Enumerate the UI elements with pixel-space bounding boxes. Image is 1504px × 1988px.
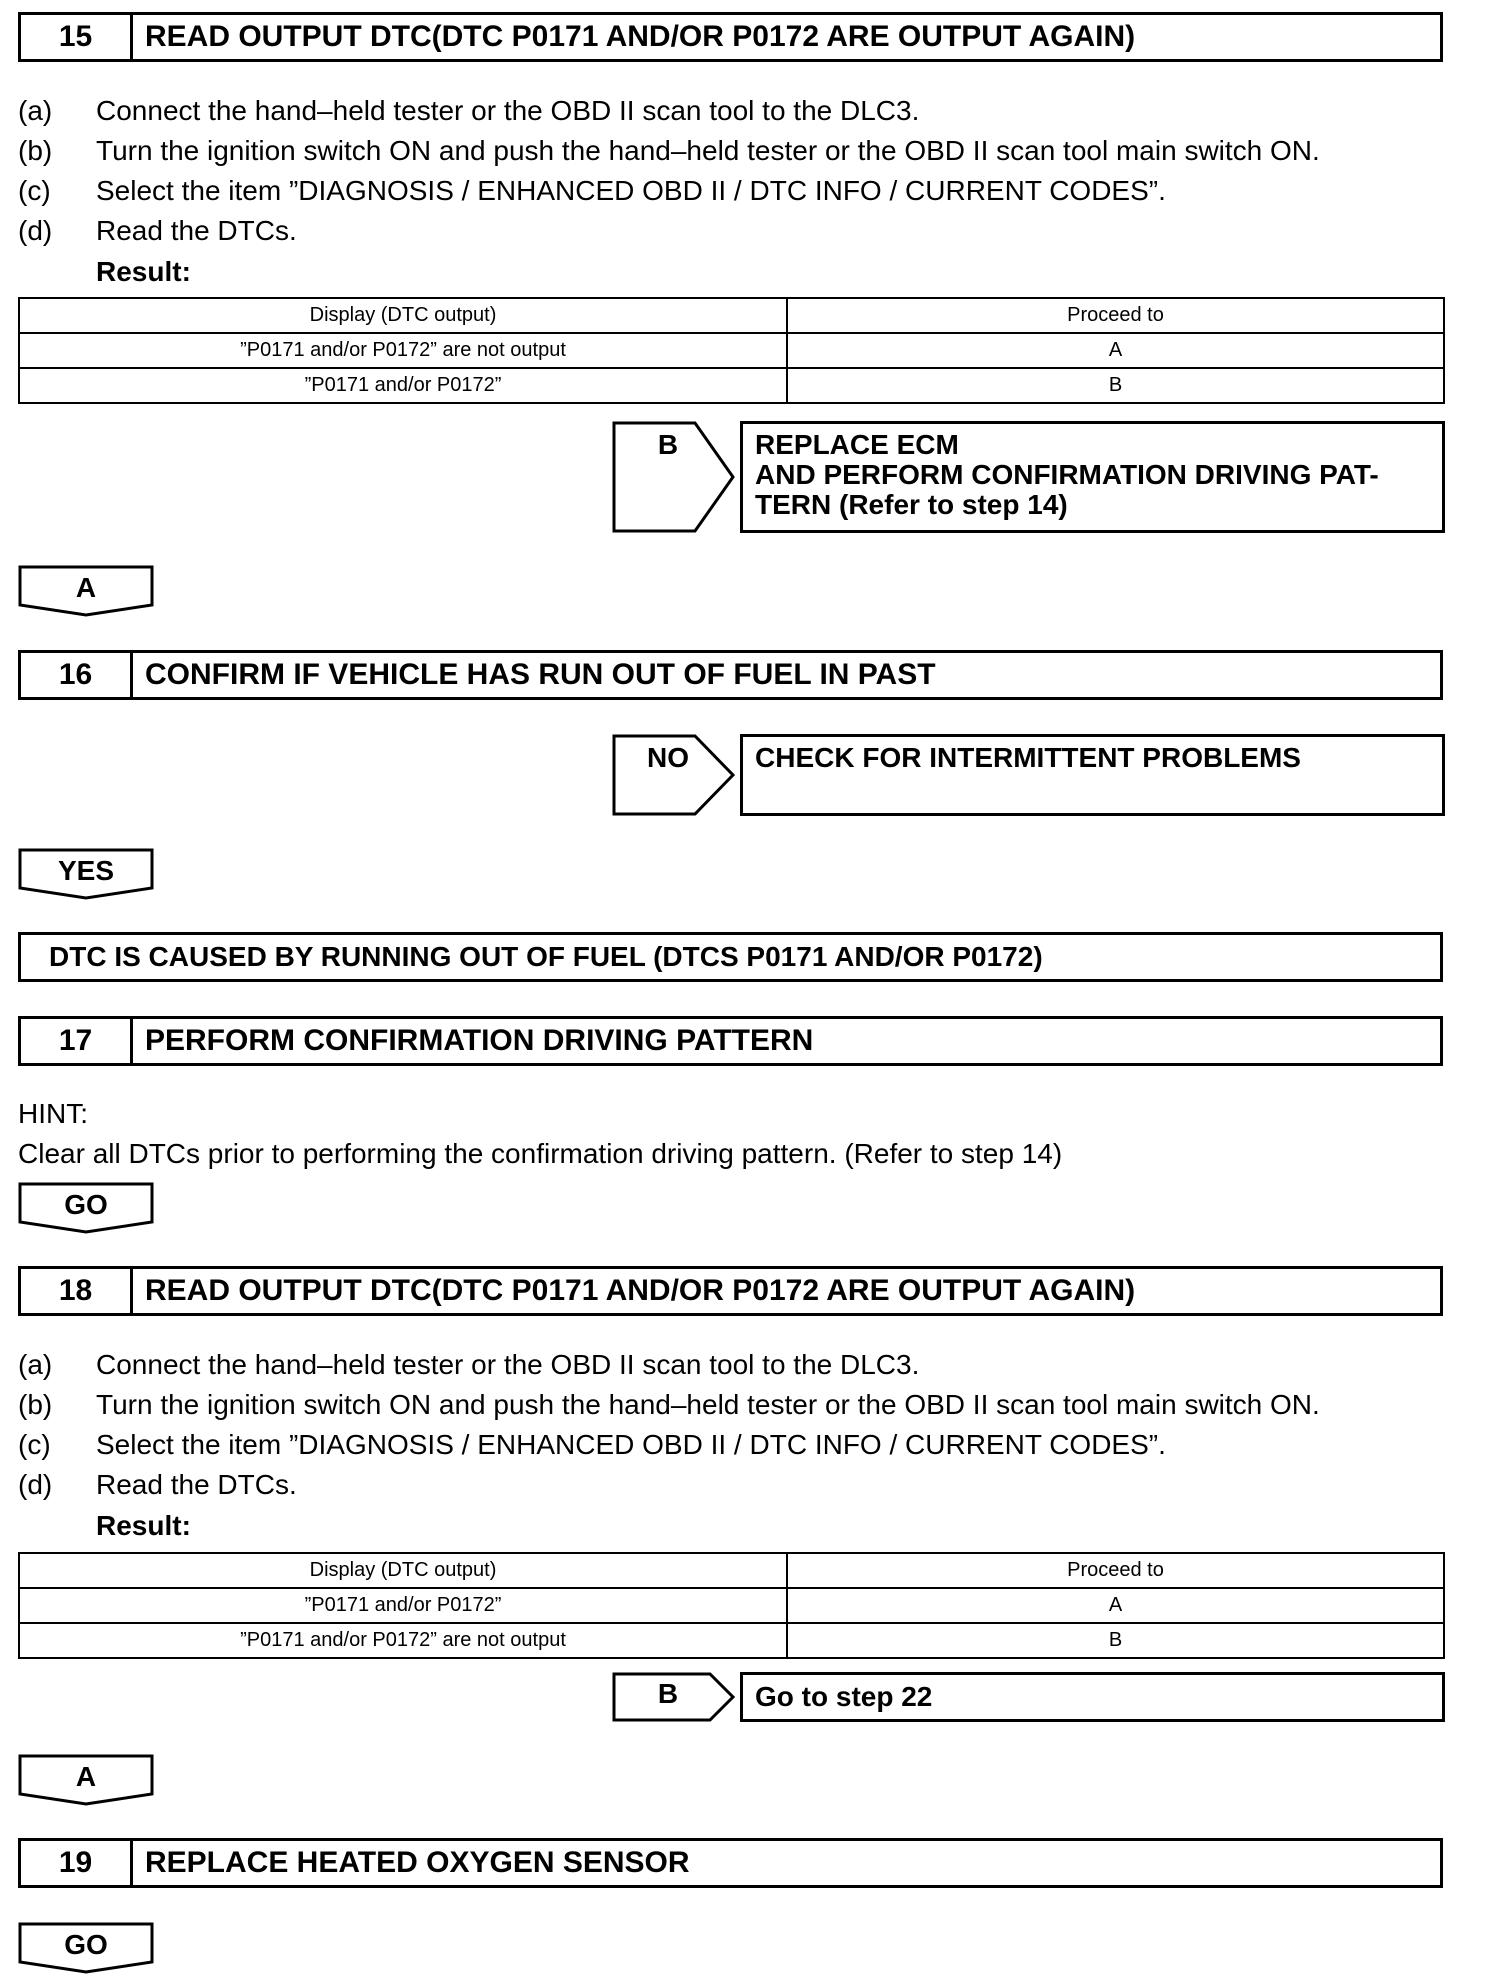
answer-tag-a: [18, 565, 154, 615]
item-text: Connect the hand–held tester or the OBD II scan tool to the DLC3.: [96, 95, 920, 126]
tag-label: GO: [64, 1189, 108, 1220]
answer-tag-a: [18, 1754, 154, 1804]
step-title: READ OUTPUT DTC(DTC P0171 AND/OR P0172 ARE OUTPUT AGAIN): [145, 20, 1136, 53]
table-cell: B: [787, 368, 1444, 403]
step-18-header: [18, 1266, 1443, 1316]
item-label: (c): [18, 1429, 51, 1460]
hint-label: HINT:: [18, 1098, 88, 1129]
branch-result-box: Go to step 22: [740, 1672, 1445, 1722]
branch-text-line: REPLACE ECM: [755, 429, 959, 460]
go-tag: [18, 1922, 154, 1972]
branch-arrow-b: [612, 421, 735, 533]
column-header: Display (DTC output): [19, 1553, 787, 1588]
item-text: Read the DTCs.: [96, 1469, 297, 1500]
branch-result-box: [740, 421, 1445, 533]
item-text: Turn the ignition switch ON and push the hand–held tester or the OBD II scan tool main switch ON.: [96, 1389, 1320, 1420]
result-table: [18, 1552, 1445, 1659]
item-label: (a): [18, 95, 53, 126]
table-header-row: [19, 298, 1444, 333]
result-label: Result:: [96, 1510, 191, 1541]
table-row: [19, 1588, 1444, 1623]
table-cell: ”P0171 and/or P0172”: [19, 1588, 787, 1623]
answer-tag-yes: [18, 848, 154, 898]
step-19-header: [18, 1838, 1443, 1888]
branch-arrow-b: [612, 1672, 735, 1722]
item-text: Select the item ”DIAGNOSIS / ENHANCED OBD II / DTC INFO / CURRENT CODES”.: [96, 175, 1166, 206]
item-label: (d): [18, 1469, 53, 1500]
step-16-header: [18, 650, 1443, 700]
step-number: 19: [21, 1841, 133, 1885]
result-label: Result:: [96, 256, 191, 287]
item-text: Read the DTCs.: [96, 215, 297, 246]
step-number: 17: [21, 1019, 133, 1063]
table-row: [19, 368, 1444, 403]
step-title: READ OUTPUT DTC(DTC P0171 AND/OR P0172 ARE OUTPUT AGAIN): [145, 1274, 1136, 1307]
tag-label: GO: [64, 1929, 108, 1960]
item-label: (d): [18, 215, 53, 246]
branch-arrow-no: [612, 734, 735, 816]
step-number: 15: [21, 15, 133, 59]
conclusion-box: DTC IS CAUSED BY RUNNING OUT OF FUEL (DTCS P0171 AND/OR P0172): [18, 932, 1443, 982]
tag-label: A: [75, 1761, 97, 1792]
branch-text-line: AND PERFORM CONFIRMATION DRIVING PAT-: [755, 459, 1379, 490]
step-15-header: [18, 12, 1443, 62]
table-cell: ”P0171 and/or P0172” are not output: [19, 333, 787, 368]
branch-label: NO: [647, 742, 689, 773]
branch-text-line: TERN (Refer to step 14): [755, 489, 1068, 520]
go-tag: [18, 1182, 154, 1232]
item-label: (b): [18, 1389, 53, 1420]
item-text: Turn the ignition switch ON and push the hand–held tester or the OBD II scan tool main switch ON.: [96, 135, 1320, 166]
table-cell: ”P0171 and/or P0172” are not output: [19, 1623, 787, 1658]
item-text: Connect the hand–held tester or the OBD II scan tool to the DLC3.: [96, 1349, 920, 1380]
item-label: (a): [18, 1349, 53, 1380]
step-17-header: [18, 1016, 1443, 1066]
step-number: 16: [21, 653, 133, 697]
step-number: 18: [21, 1269, 133, 1313]
step-title: CONFIRM IF VEHICLE HAS RUN OUT OF FUEL IN PAST: [145, 658, 936, 691]
step-title: REPLACE HEATED OXYGEN SENSOR: [145, 1846, 690, 1879]
column-header: Proceed to: [787, 1553, 1444, 1588]
column-header: Proceed to: [787, 298, 1444, 333]
item-label: (c): [18, 175, 51, 206]
branch-label: B: [657, 429, 679, 460]
step-title: PERFORM CONFIRMATION DRIVING PATTERN: [145, 1024, 814, 1057]
item-label: (b): [18, 135, 53, 166]
column-header: Display (DTC output): [19, 298, 787, 333]
tag-label: YES: [57, 855, 115, 886]
table-cell: ”P0171 and/or P0172”: [19, 368, 787, 403]
result-table: [18, 297, 1445, 404]
branch-result-box: CHECK FOR INTERMITTENT PROBLEMS: [740, 734, 1445, 816]
table-cell: A: [787, 333, 1444, 368]
hint-text: Clear all DTCs prior to performing the confirmation driving pattern. (Refer to step 14): [18, 1138, 1063, 1169]
table-header-row: [19, 1553, 1444, 1588]
item-text: Select the item ”DIAGNOSIS / ENHANCED OBD II / DTC INFO / CURRENT CODES”.: [96, 1429, 1166, 1460]
branch-label: B: [657, 1678, 679, 1709]
table-row: [19, 333, 1444, 368]
table-cell: B: [787, 1623, 1444, 1658]
table-row: [19, 1623, 1444, 1658]
table-cell: A: [787, 1588, 1444, 1623]
tag-label: A: [75, 572, 97, 603]
